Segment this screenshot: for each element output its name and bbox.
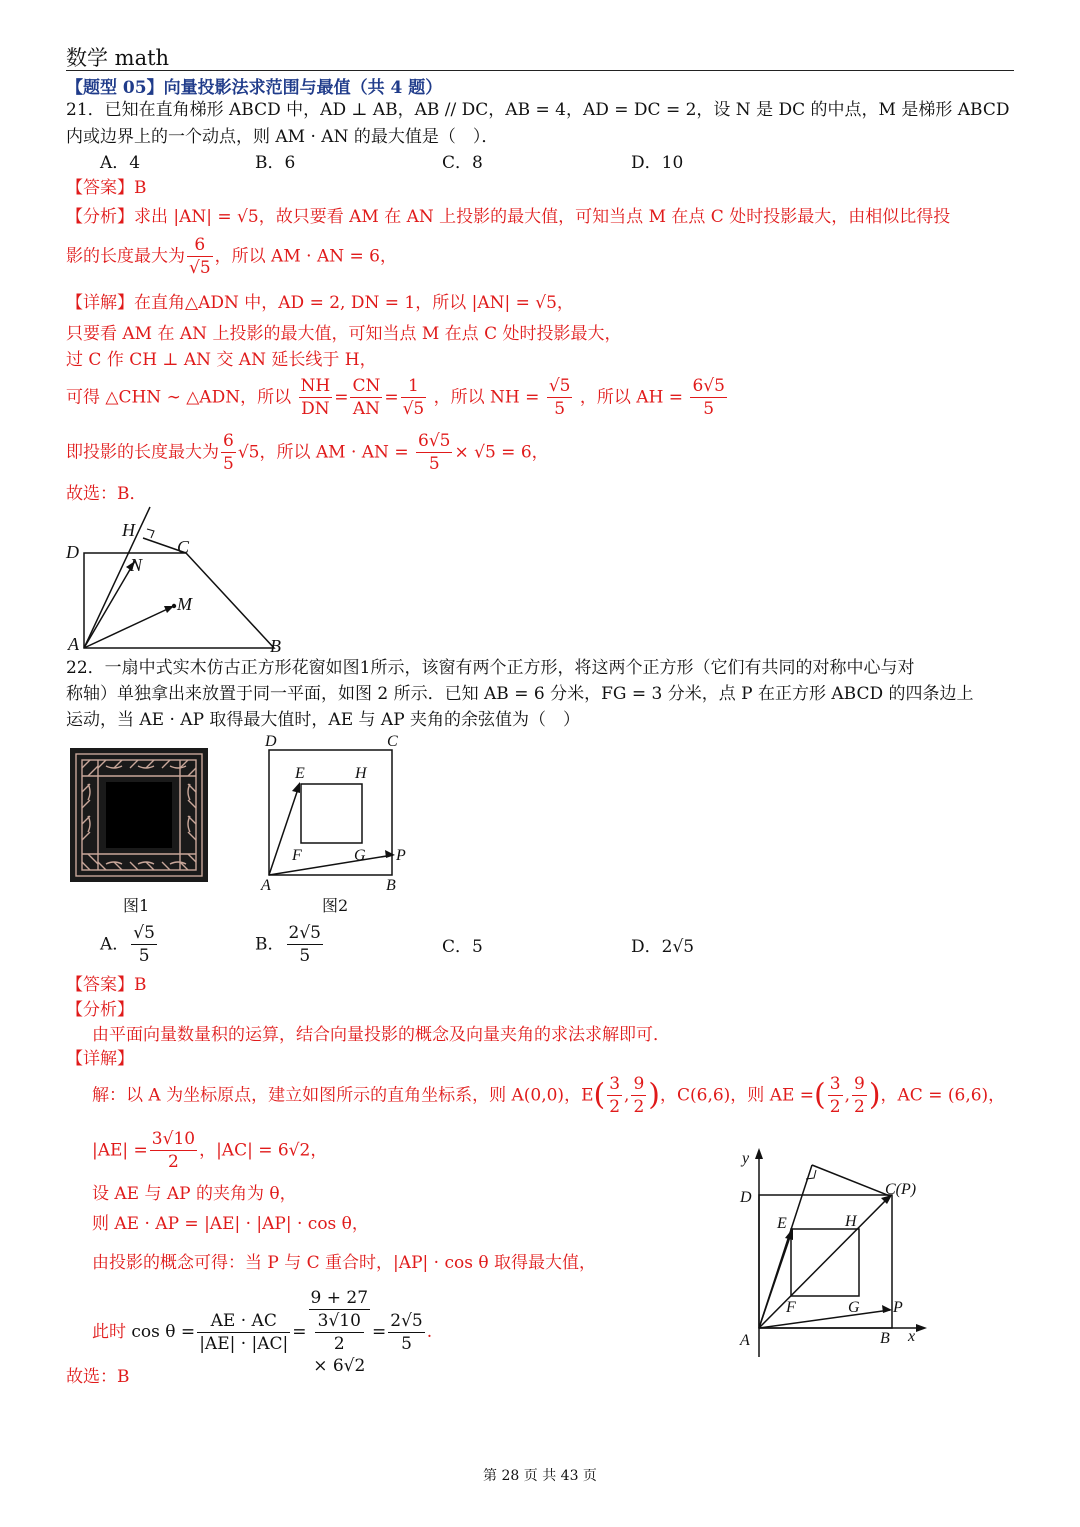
arrowhead-ap (385, 850, 395, 858)
numerator: 6 (187, 234, 213, 257)
fraction-NH-DN (299, 375, 333, 420)
fig2-caption: 图2 (322, 896, 349, 915)
vector-ap (269, 855, 393, 875)
line-c-projection (812, 1165, 890, 1196)
q21-option-a: A．4 (100, 153, 141, 173)
vector-an (84, 561, 135, 648)
numerator: NH (300, 376, 331, 396)
arrowhead-ap (882, 1305, 892, 1313)
header-title: 数学 math (66, 46, 170, 70)
header-rule (66, 70, 1014, 71)
q21-analysis-1: 【分析】求出 |AN| = √5，故只要看 AM 在 AN 上投影的最大值，可知当点 M 在点 C 处时投影最大，由相似比得投 (66, 207, 951, 227)
denominator: 5 (703, 399, 715, 419)
q22-lattice-window-figure (70, 748, 208, 882)
detail-5-c: × √5 = 6， (454, 442, 549, 463)
q21-detail-5 (66, 430, 549, 475)
numerator: 3 (829, 1074, 841, 1094)
q22-sol-5: 由投影的概念可得：当 P 与 C 重合时，|AP| · cos θ 取得最大值， (92, 1253, 596, 1273)
numerator: CN (352, 376, 381, 396)
q21-line1: 21．已知在直角梯形 ABCD 中，AD ⊥ AB，AB // DC，AB = 4，AD = DC = 2，设 N 是 DC 的中点，M 是梯形 ABCD (66, 100, 1010, 120)
square-efgh (301, 784, 362, 843)
section-title: 【题型 05】向量投影法求范围与最值（共 4 题） (66, 78, 443, 98)
q21-choose: 故选：B． (66, 484, 147, 504)
numerator: 6√5 (418, 431, 451, 451)
q22-line3: 运动，当 AE · AP 取得最大值时，AE 与 AP 夹角的余弦值为（ ） (66, 710, 581, 730)
q21-detail-1: 【详解】在直角△ADN 中，AD = 2, DN = 1，所以 |AN| = √5， (66, 293, 574, 313)
fraction-sqrt5-5 (547, 375, 573, 420)
label-p: P (396, 847, 406, 864)
fraction-6-over-sqrt5 (187, 234, 213, 279)
sol-1-a: 解：以 A 为坐标原点，建立如图所示的直角坐标系，则 A(0,0)，E (92, 1085, 594, 1106)
label-e: E (295, 765, 305, 782)
label-f: F (786, 1299, 796, 1316)
sol-1-c: ，AC = (6,6)， (880, 1085, 1006, 1106)
q21-analysis-2 (66, 234, 397, 279)
numerator: 9 (853, 1074, 865, 1094)
sol-2-a: |AE| = (92, 1140, 148, 1161)
q21-option-b: B．6 (255, 153, 296, 173)
label-f: F (292, 847, 302, 864)
sol-2-b: ，|AC| = 6√2， (199, 1140, 328, 1161)
q22-choose: 故选：B (66, 1367, 130, 1387)
numerator: 3√10 (315, 1310, 365, 1333)
numerator: √5 (133, 923, 155, 943)
inner-square (106, 782, 172, 848)
label-p: P (893, 1299, 903, 1316)
fraction-3sqrt10-2c (313, 1310, 367, 1355)
q21-detail-3: 过 C 作 CH ⊥ AN 交 AN 延长线于 H， (66, 350, 377, 370)
q22-line1: 22．一扇中式实木仿古正方形花窗如图1所示，该窗有两个正方形，将这两个正方形（它们有共同的对称中心与对 (66, 658, 915, 678)
fraction-6-5 (221, 430, 236, 475)
label-a: A (740, 1332, 750, 1349)
detail-5-a: 即投影的长度最大为 (66, 442, 219, 463)
detail-5-b: ，所以 AM · AN = (259, 442, 409, 463)
q22-answer: 【答案】B (66, 975, 147, 995)
denominator: 2 (853, 1097, 865, 1117)
q22-sol-4: 则 AE · AP = |AE| · |AP| · cos θ， (92, 1214, 369, 1234)
numerator: 1 (401, 375, 427, 398)
fraction-36-over-product (309, 1287, 371, 1377)
fraction-1-sqrt5 (401, 375, 427, 420)
label-b: B (880, 1330, 890, 1347)
denominator: 5 (401, 1333, 412, 1354)
label-d: D (265, 733, 277, 750)
numerator: AE · AC (197, 1310, 290, 1333)
label-b: B (386, 877, 396, 892)
page-footer: 第 28 页 共 43 页 (483, 1468, 597, 1484)
denominator: AN (352, 399, 380, 419)
label-m: M (177, 594, 192, 614)
numerator: 9 (633, 1074, 645, 1094)
numerator: 6√5 (692, 376, 725, 396)
q22-squares-figure (255, 730, 415, 892)
numerator: 9 + 27 (310, 1288, 369, 1308)
label-h: H (845, 1213, 857, 1230)
denominator: 5 (428, 454, 440, 474)
detail-4-c: ，所以 AH = (579, 387, 684, 408)
fraction-9-2b (852, 1073, 867, 1118)
denominator: 5 (554, 399, 566, 419)
q22-sol-3: 设 AE 与 AP 的夹角为 θ， (92, 1184, 297, 1204)
label-e: E (777, 1215, 787, 1232)
denominator (309, 1310, 371, 1377)
q21-analysis-2-post: ，所以 AM · AN = 6， (214, 246, 397, 267)
arrowhead-ae (292, 782, 300, 793)
numerator: 3√10 (151, 1129, 196, 1149)
denominator: 5 (138, 946, 150, 966)
denominator: 5 (299, 946, 311, 966)
q22-option-a (100, 922, 159, 967)
q21-detail-2: 只要看 AM 在 AN 上投影的最大值，可知当点 M 在点 C 处时投影最大， (66, 324, 622, 344)
fraction-3sqrt10-2 (150, 1128, 197, 1173)
denominator: 2 (829, 1097, 841, 1117)
sol-6-a: 此时 (92, 1322, 126, 1342)
numerator: 2√5 (390, 1310, 423, 1331)
denominator: 2 (333, 1334, 345, 1354)
denominator: √5 (402, 399, 425, 419)
q22-analysis-body: 由平面向量数量积的运算，结合向量投影的概念及向量夹角的求法求解即可． (92, 1025, 670, 1045)
square-abcd (269, 750, 392, 875)
numerator: 2√5 (288, 923, 321, 943)
numerator: 6 (223, 431, 234, 451)
label-a: A (261, 877, 271, 892)
q22-sol-6: 此时 cos θ = $\frac{AE \cdot AC}{|AE| \cdot |AC|}$ = 9 + 27 3√10 2 × 6√2 = $\frac{2√5}{5}$ . (92, 1288, 433, 1376)
fraction-2sqrt5-5b (388, 1310, 424, 1355)
fraction-2sqrt5-5 (287, 922, 323, 967)
fraction-6sqrt5-5b (416, 430, 452, 475)
q22-option-c: C．5 (442, 937, 483, 957)
x-arrowhead (916, 1324, 927, 1332)
label-h: H (355, 765, 367, 782)
q21-detail-4: 可得 △CHN ∼ △ADN，所以 $\frac{NH}{DN}$ = $\frac{CN}{AN}$ = $\frac{1}{√5}$ ，所以 NH = $\frac{√5}{5}$ ，所以 AH = $\frac{6√5}{5}$ (66, 376, 725, 419)
label-y: y (742, 1150, 750, 1167)
q22-detail-title: 【详解】 (66, 1049, 134, 1069)
numerator: √5 (548, 376, 571, 396)
q21-line2: 内或边界上的一个动点，则 AM · AN 的最大值是（ ）． (66, 127, 499, 147)
q22-sol-1: 解：以 A 为坐标原点，建立如图所示的直角坐标系，则 A(0,0)，E( $\frac{3}{2}$ , $\frac{9}{2}$ )，C(6,6)，则 AE =( $\frac{3}{2}$ , $\frac{9}{2}$ )，AC = (6,6)， (92, 1074, 1006, 1117)
option-a-label: A． (100, 934, 130, 955)
q22-option-b (255, 922, 325, 967)
vector-ap (759, 1310, 890, 1328)
fraction-3-2 (607, 1073, 622, 1118)
right-angle-mark (147, 529, 154, 538)
q21-answer: 【答案】B (66, 178, 147, 198)
detail-4-b: ，所以 NH = (433, 387, 540, 408)
times-6sqrt2: × 6√2 (313, 1356, 366, 1376)
denominator: DN (301, 399, 330, 419)
fraction-ae-ac (197, 1310, 290, 1355)
denominator: 2 (633, 1097, 645, 1117)
label-b: B (270, 636, 281, 655)
line-a-h (84, 507, 150, 648)
point-m (172, 604, 176, 608)
q22-coordinate-figure (730, 1145, 930, 1360)
denominator: |AE| · |AC| (199, 1333, 289, 1354)
denominator: 2 (168, 1152, 179, 1172)
denominator: 5 (223, 454, 234, 474)
label-d: D (66, 542, 79, 562)
fraction-9-2 (631, 1073, 646, 1118)
sol-1-b: ，C(6,6)，则 AE = (659, 1085, 815, 1106)
label-g: G (354, 847, 366, 864)
q21-trapezoid-figure (62, 505, 302, 655)
sqrt5: √5 (237, 442, 260, 463)
detail-4-a: 可得 △CHN ∼ △ADN，所以 (66, 387, 292, 408)
fraction-sqrt5-5 (131, 922, 157, 967)
label-c: C (177, 537, 190, 557)
label-h: H (122, 520, 135, 540)
label-c: C (387, 733, 398, 750)
fraction-3-2b (828, 1073, 843, 1118)
q22-option-d: D．2√5 (631, 937, 695, 957)
sol-6-b: cos θ = (131, 1322, 196, 1342)
q22-sol-2 (92, 1128, 327, 1173)
fraction-CN-AN (350, 375, 382, 420)
q21-analysis-2-pre: 影的长度最大为 (66, 246, 185, 267)
q22-analysis-title: 【分析】 (66, 1000, 134, 1020)
fraction-6sqrt5-5 (690, 375, 726, 420)
y-arrowhead (755, 1148, 763, 1159)
option-b-label: B． (255, 934, 285, 955)
label-g: G (848, 1299, 860, 1316)
label-a: A (68, 634, 79, 654)
q21-option-c: C．8 (442, 153, 483, 173)
denominator: 2 (609, 1097, 621, 1117)
denominator: √5 (189, 258, 211, 278)
label-n: N (130, 555, 143, 575)
vector-am (84, 606, 174, 648)
fig1-caption: 图1 (123, 896, 150, 915)
label-cp: C(P) (885, 1181, 917, 1198)
q22-line2: 称轴）单独拿出来放置于同一平面，如图 2 所示．已知 AB = 6 分米，FG = 3 分米，点 P 在正方形 ABCD 的四条边上 (66, 684, 974, 704)
label-x: x (908, 1328, 916, 1345)
label-d: D (740, 1189, 752, 1206)
q21-option-d: D．10 (631, 153, 684, 173)
numerator: 3 (609, 1074, 621, 1094)
